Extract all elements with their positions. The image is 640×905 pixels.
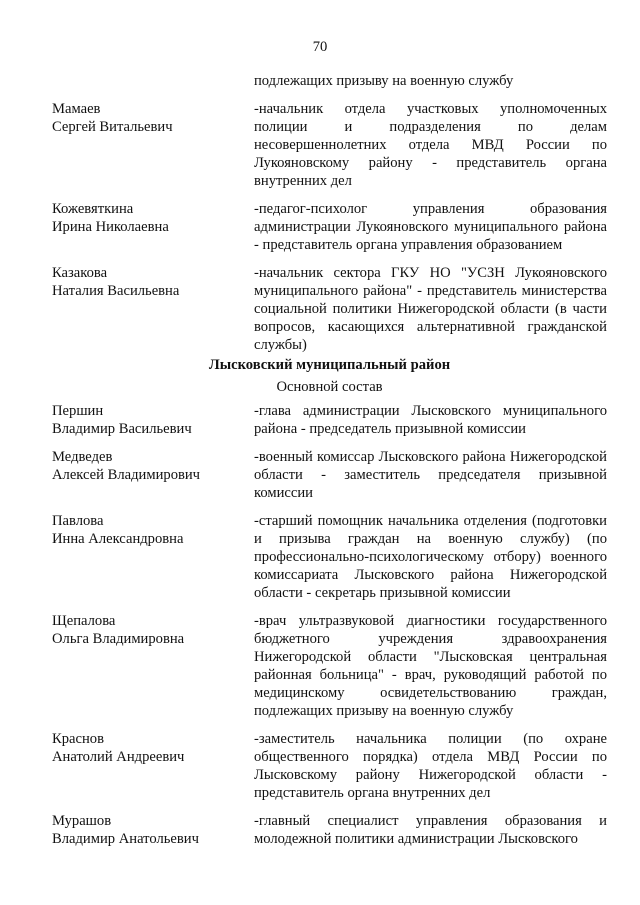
member-surname: Кожевяткина — [52, 201, 134, 217]
member-role: -главный специалист управления образования и молодежной политики администрации Лысковского — [254, 813, 607, 847]
member-given-names: Ирина Николаевна — [52, 219, 169, 235]
member-role: -глава администрации Лысковского муниципального района - председатель призывной комиссии — [254, 403, 607, 437]
member-given-names: Ольга Владимировна — [52, 631, 185, 647]
member-surname: Щепалова — [52, 613, 116, 629]
member-surname: Казакова — [52, 265, 108, 281]
member-surname: Мамаев — [52, 101, 101, 117]
page-number: 70 — [312, 39, 328, 55]
member-given-names: Владимир Анатольевич — [52, 831, 199, 847]
member-role: -военный комиссар Лысковского района Нижегородской области - заместитель председателя призывной комиссии — [254, 449, 607, 501]
member-entry — [52, 402, 607, 438]
member-name — [52, 100, 254, 136]
member-surname: Медведев — [52, 449, 113, 465]
member-entry — [52, 100, 607, 190]
member-role: -старший помощник начальника отделения (подготовки и призыва граждан на военную службу) (по профессионально-психологическому отбору) военного комиссариата Лысковского района Нижегородской области - секретарь призывной комиссии — [254, 513, 607, 601]
member-role: -врач ультразвуковой диагностики государственного бюджетного учреждения здравоохранения Нижегородской области "Лысковская центральная районная больница" - врач, руководящий работой по медицинскому освидетельствованию граждан, подлежащих призыву на военную службу — [254, 613, 607, 719]
member-name — [52, 402, 254, 438]
member-surname: Краснов — [52, 731, 104, 747]
member-entry — [52, 264, 607, 354]
member-name — [52, 812, 254, 848]
member-entry — [52, 730, 607, 802]
commission-list — [52, 72, 607, 848]
continuation-text: подлежащих призыву на военную службу — [254, 73, 514, 89]
member-name — [52, 612, 254, 648]
section-title: Лысковский муниципальный район — [208, 357, 451, 373]
member-entry — [52, 812, 607, 848]
member-role: -заместитель начальника полиции (по охране общественного порядка) отдела МВД России по Лысковскому району Нижегородской области - представитель органа внутренних дел — [254, 731, 607, 801]
member-given-names: Наталия Васильевна — [52, 283, 180, 299]
member-given-names: Алексей Владимирович — [52, 467, 201, 483]
member-entry — [52, 448, 607, 502]
member-surname: Павлова — [52, 513, 104, 529]
member-surname: Першин — [52, 403, 104, 419]
member-name — [52, 448, 254, 484]
member-given-names: Инна Александровна — [52, 531, 184, 547]
member-surname: Мурашов — [52, 813, 112, 829]
member-role: -педагог-психолог управления образования администрации Лукояновского муниципального района - представитель органа управления образованием — [254, 201, 607, 253]
member-given-names: Сергей Витальевич — [52, 119, 173, 135]
member-entry — [52, 200, 607, 254]
member-entry — [52, 512, 607, 602]
member-role: -начальник сектора ГКУ НО "УСЗН Лукояновского муниципального района" - представитель министерства социальной политики Нижегородской области (в части вопросов, касающихся альтернативной гражданской службы) — [254, 265, 607, 353]
member-given-names: Анатолий Андреевич — [52, 749, 185, 765]
member-entry — [52, 612, 607, 720]
member-given-names: Владимир Васильевич — [52, 421, 192, 437]
member-name — [52, 264, 254, 300]
member-name — [52, 730, 254, 766]
member-name — [52, 200, 254, 236]
member-role: -начальник отдела участковых уполномоченных полиции и подразделения по делам несовершеннолетних отдела МВД России по Лукояновскому району - представитель органа внутренних дел — [254, 101, 607, 189]
member-name — [52, 512, 254, 548]
subsection-title: Основной состав — [276, 379, 383, 395]
